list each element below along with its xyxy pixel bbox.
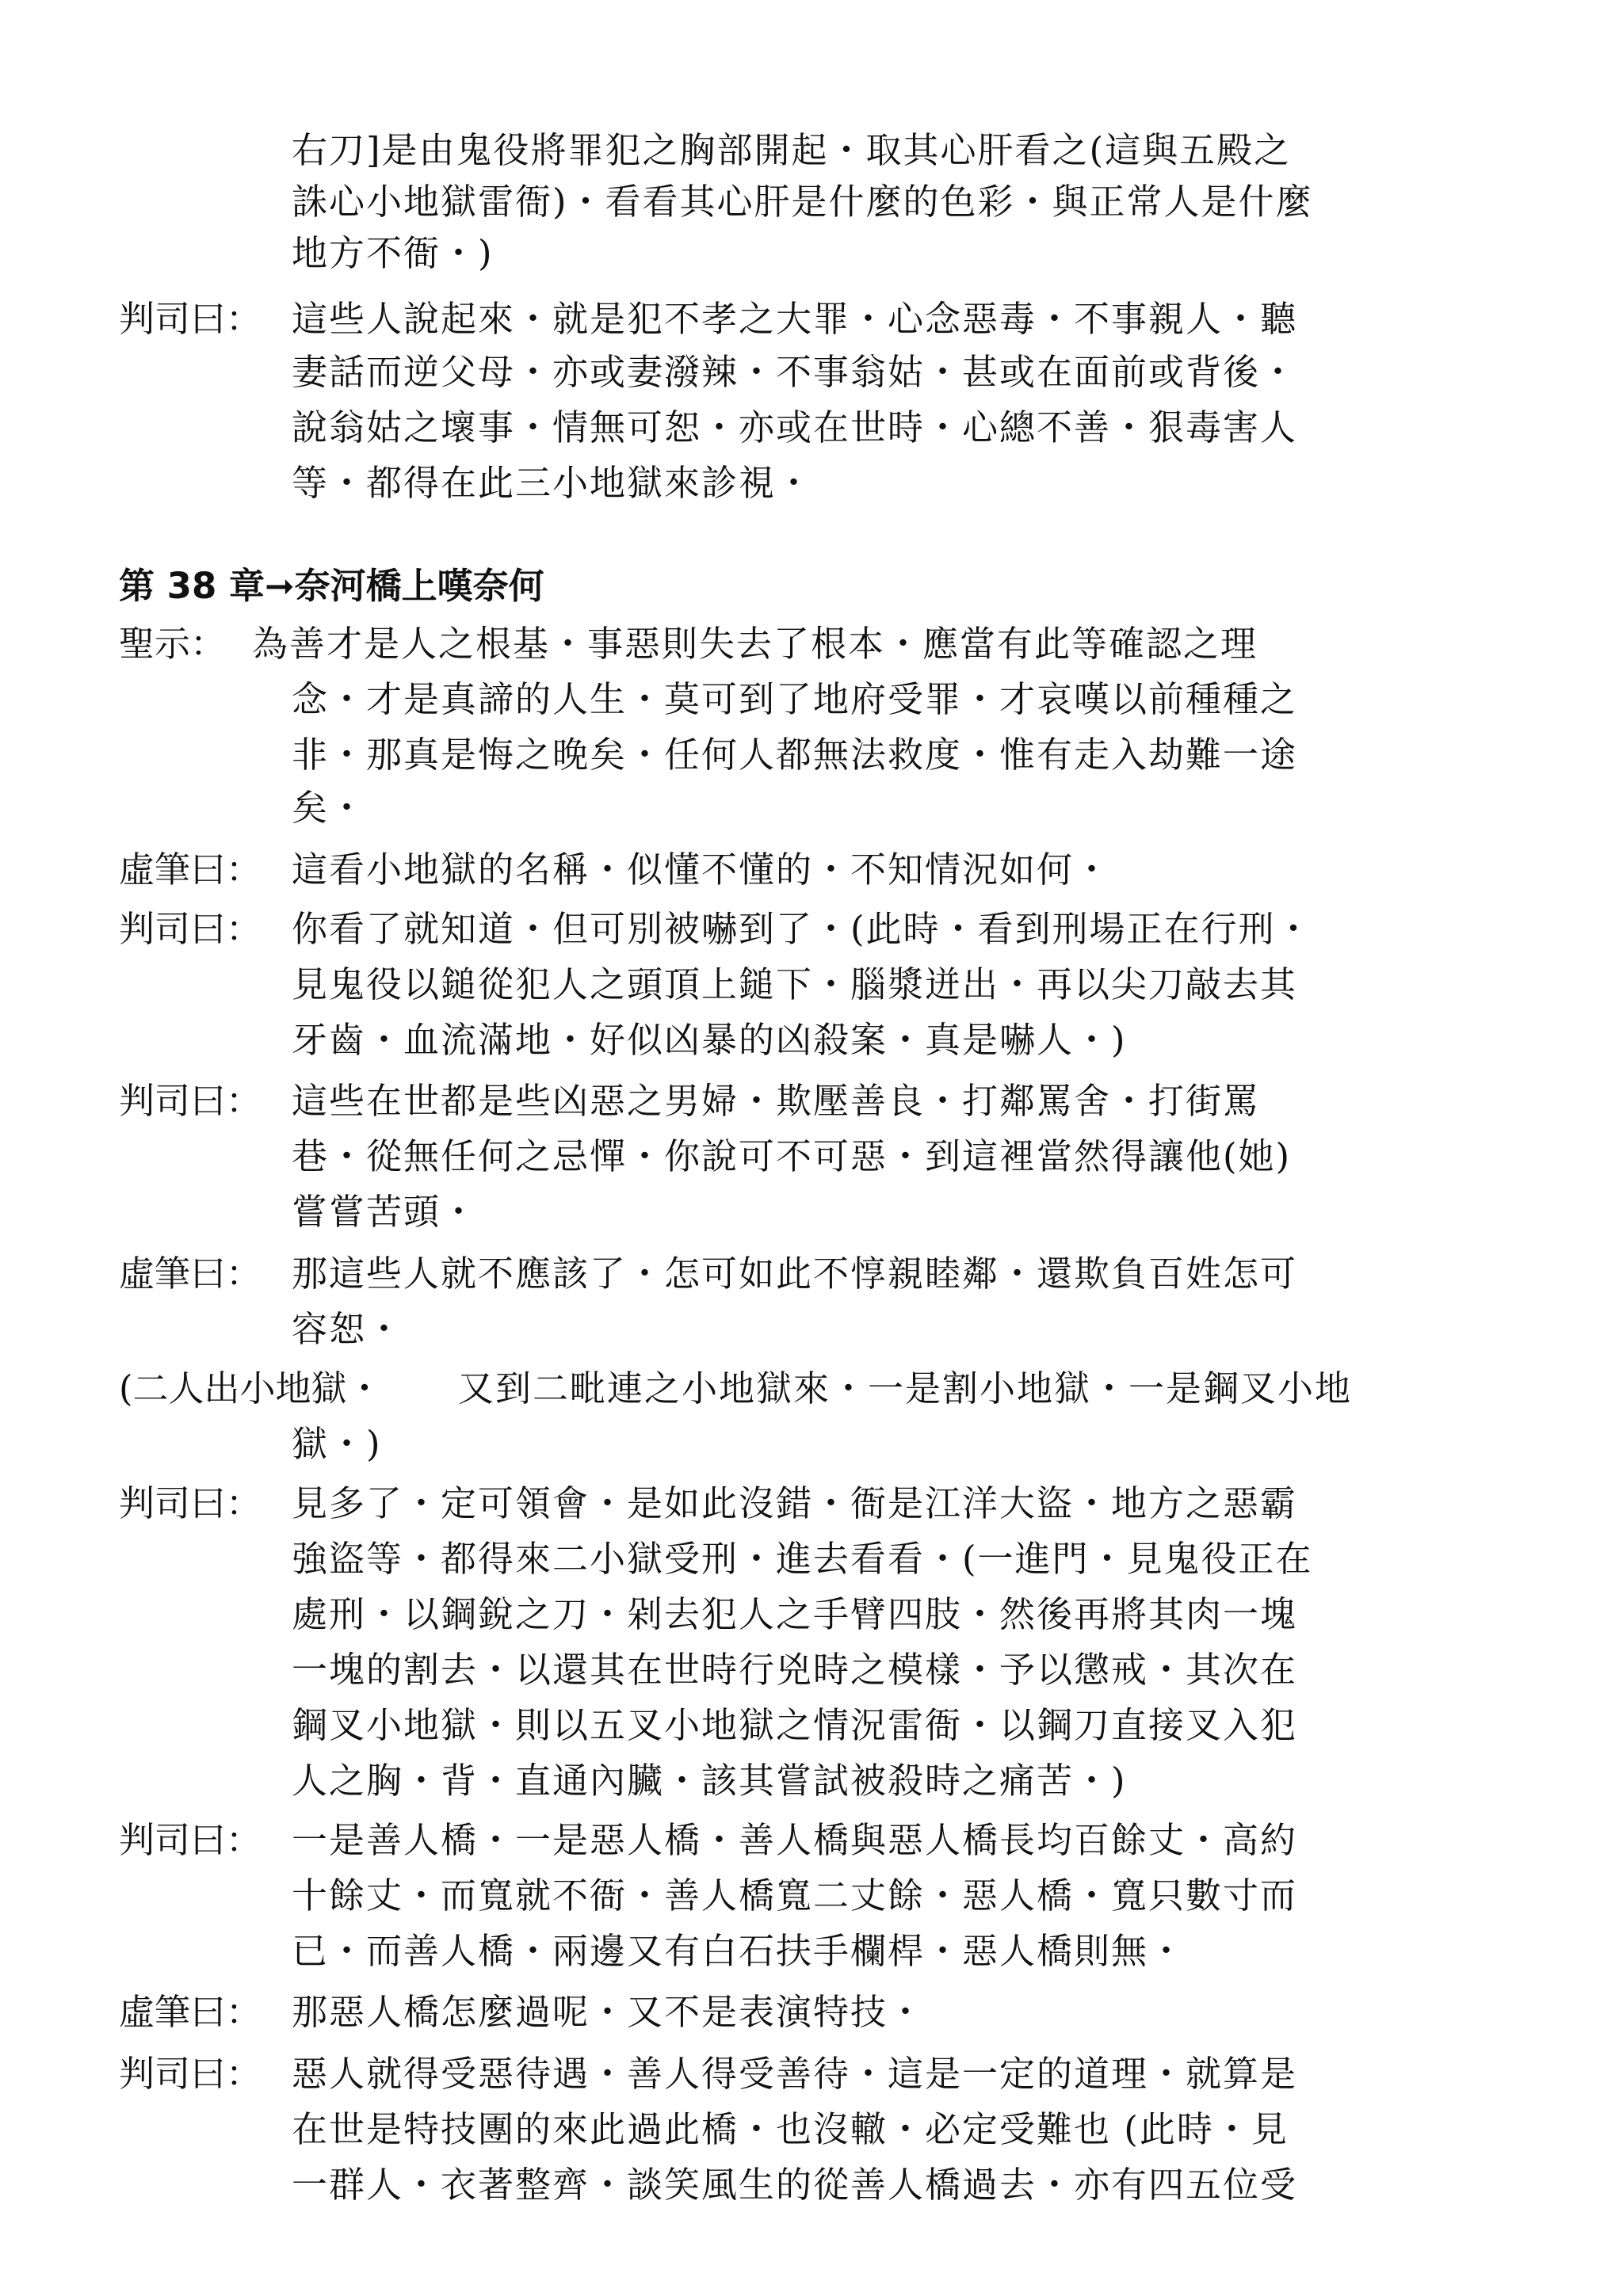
text-line: 那這些人就不應該了・怎可如此不惇親睦鄰・還欺負百姓怎可 [292, 1253, 1298, 1295]
text-line: 獄・) [292, 1423, 382, 1465]
text-line: 那惡人橋怎麼過呢・又不是表演特技・ [292, 1991, 926, 2033]
text-line: 這看小地獄的名稱・似懂不懂的・不知情況如何・ [292, 849, 1112, 891]
speaker-label: 判司曰： [119, 298, 262, 340]
speaker-label: 判司曰： [119, 1080, 262, 1122]
speaker-label: 虛筆曰： [119, 1253, 262, 1295]
text-line: 見多了・定可領會・是如此沒錯・衙是江洋大盜・地方之惡霸 [292, 1482, 1298, 1524]
text-line: 妻話而逆父母・亦或妻潑辣・不事翁姑・甚或在面前或背後・ [292, 351, 1298, 393]
chapter-title: 第 38 章➞奈河橋上嘆奈何 [119, 565, 544, 607]
text-line: 地方不衙・) [292, 232, 494, 274]
text-line: 處刑・以鋼銳之刀・剁去犯人之手臂四肢・然後再將其肉一塊 [292, 1593, 1298, 1635]
text-line: 強盜等・都得來二小獄受刑・進去看看・(一進門・見鬼役正在 [292, 1538, 1313, 1580]
text-line: 誅心小地獄雷衙)・看看其心肝是什麼的色彩・與正常人是什麼 [292, 181, 1313, 223]
text-line: 矣・ [292, 787, 367, 829]
text-line: 鋼叉小地獄・則以五叉小地獄之情況雷衙・以鋼刀直接叉入犯 [292, 1704, 1298, 1746]
text-line: 見鬼役以鎚從犯人之頭頂上鎚下・腦漿迸出・再以尖刀敲去其 [292, 963, 1298, 1005]
text-line: 人之胸・背・直通內臟・該其嘗試被殺時之痛苦・) [292, 1760, 1127, 1802]
text-line: 又到二毗連之小地獄來・一是割小地獄・一是鋼叉小地 [458, 1367, 1353, 1409]
text-line: 在世是特技團的來此過此橋・也沒轍・必定受難也 (此時・見 [292, 2108, 1289, 2150]
text-line: 一是善人橋・一是惡人橋・善人橋與惡人橋長均百餘丈・高約 [292, 1819, 1298, 1861]
text-line: 說翁姑之壞事・情無可恕・亦或在世時・心總不善・狠毒害人 [292, 406, 1298, 448]
text-line: 惡人就得受惡待遇・善人得受善待・這是一定的道理・就算是 [292, 2053, 1298, 2095]
text-line: 非・那真是悔之晚矣・任何人都無法救度・惟有走入劫難一途 [292, 734, 1298, 776]
text-line: 為善才是人之根基・事惡則失去了根本・應當有此等確認之理 [252, 623, 1258, 665]
speaker-label: 聖示： [119, 623, 227, 665]
speaker-label: 虛筆曰： [119, 849, 262, 891]
text-line: 一群人・衣著整齊・談笑風生的從善人橋過去・亦有四五位受 [292, 2164, 1298, 2206]
stage-direction: (二人出小地獄・ [119, 1367, 383, 1409]
text-line: 等・都得在此三小地獄來診視・ [292, 462, 814, 504]
text-line: 十餘丈・而寬就不衙・善人橋寬二丈餘・惡人橋・寬只數寸而 [292, 1875, 1298, 1917]
text-line: 已・而善人橋・兩邊又有白石扶手欄桿・惡人橋則無・ [292, 1930, 1186, 1972]
text-line: 一塊的割去・以還其在世時行兇時之模樣・予以懲戒・其次在 [292, 1649, 1298, 1691]
text-line: 右刀]是由鬼役將罪犯之胸部開起・取其心肝看之(這與五殿之 [292, 129, 1292, 171]
speaker-label: 判司曰： [119, 2053, 262, 2095]
text-line: 你看了就知道・但可別被嚇到了・(此時・看到刑場正在行刑・ [292, 908, 1313, 950]
speaker-label: 判司曰： [119, 1482, 262, 1524]
speaker-label: 判司曰： [119, 1819, 262, 1861]
text-line: 巷・從無任何之忌憚・你說可不可惡・到這裡當然得讓他(她) [292, 1135, 1292, 1177]
text-line: 念・才是真諦的人生・莫可到了地府受罪・才哀嘆以前種種之 [292, 678, 1298, 720]
text-line: 牙齒・血流滿地・好似凶暴的凶殺案・真是嚇人・) [292, 1019, 1127, 1061]
text-line: 這些在世都是些凶惡之男婦・欺壓善良・打鄰罵舍・打街罵 [292, 1080, 1261, 1122]
text-line: 這些人說起來・就是犯不孝之大罪・心念惡毒・不事親人・聽 [292, 298, 1298, 340]
text-line: 容恕・ [292, 1308, 404, 1350]
text-line: 嘗嘗苦頭・ [292, 1191, 479, 1233]
speaker-label: 判司曰： [119, 908, 262, 950]
speaker-label: 虛筆曰： [119, 1991, 262, 2033]
